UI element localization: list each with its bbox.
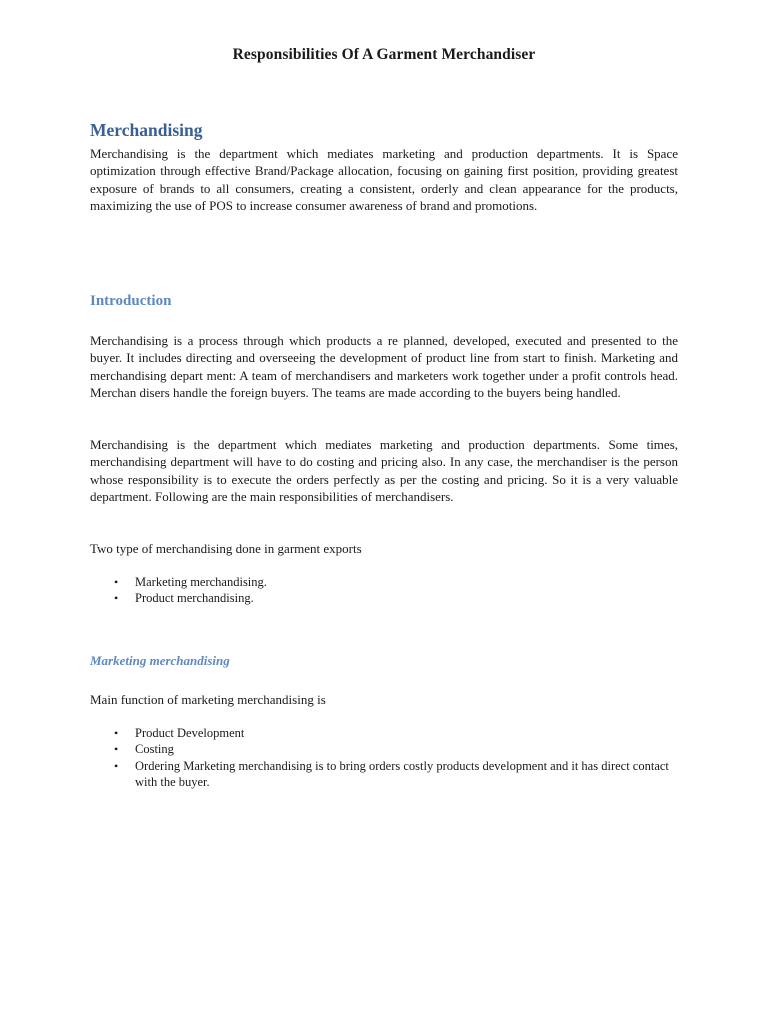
bullet-icon: • <box>114 591 119 606</box>
list-item-text: Product merchandising. <box>135 591 254 606</box>
marketing-functions-intro: Main function of marketing merchandising is <box>90 692 326 707</box>
document-title: Responsibilities Of A Garment Merchandiser <box>232 46 536 63</box>
introduction-paragraph-1: Merchandising is a process through which products a re planned, developed, executed and presented to the buyer. It includes directing and overseeing the development of product line from start to finish. Marketing and merchandising depart ment: A team of merchandisers and marketers work together under a profit controls head. Merchan disers handle the foreign buyers. The teams are made according to the buyers being handled. <box>90 333 678 401</box>
marketing-merchandising-heading: Marketing merchandising <box>90 653 230 668</box>
bullet-icon: • <box>114 575 119 589</box>
list-item-text: Marketing merchandising. <box>135 575 267 589</box>
list-item <box>90 574 678 590</box>
bullet-icon: • <box>114 742 119 757</box>
bullet-icon: • <box>114 758 119 773</box>
merchandising-paragraph: Merchandising is the department which mediates marketing and production departments. It is Space optimization through effective Brand/Package allocation, focusing on gaining first position, providing greatest exposure of brands to all consumers, creating a consistent, orderly and clean appearance for the products, maximizing the use of POS to increase consumer awareness of brand and promotions. <box>90 146 678 214</box>
merchandising-heading: Merchandising <box>90 120 203 140</box>
list-item-text: Ordering Marketing merchandising is to bring orders costly products development and it has direct contact with the buyer. <box>135 758 669 789</box>
merchandising-types-intro: Two type of merchandising done in garment exports <box>90 541 362 556</box>
list-item <box>90 741 678 757</box>
list-item <box>90 590 678 606</box>
list-item <box>90 758 678 791</box>
introduction-paragraph-2: Merchandising is the department which mediates marketing and production departments. Some times, merchandising department will have to do costing and pricing also. In any case, the merchandiser is the person whose responsibility is to execute the orders perfectly as per the costing and pricing. So it is a very valuable department. Following are the main responsibilities of merchandisers. <box>90 437 678 505</box>
introduction-heading: Introduction <box>90 293 172 309</box>
merchandising-types-list <box>90 574 678 607</box>
list-item <box>90 725 678 741</box>
bullet-icon: • <box>114 726 119 740</box>
list-item-text: Costing <box>135 742 174 757</box>
list-item-text: Product Development <box>135 726 245 740</box>
marketing-functions-list <box>90 725 678 790</box>
